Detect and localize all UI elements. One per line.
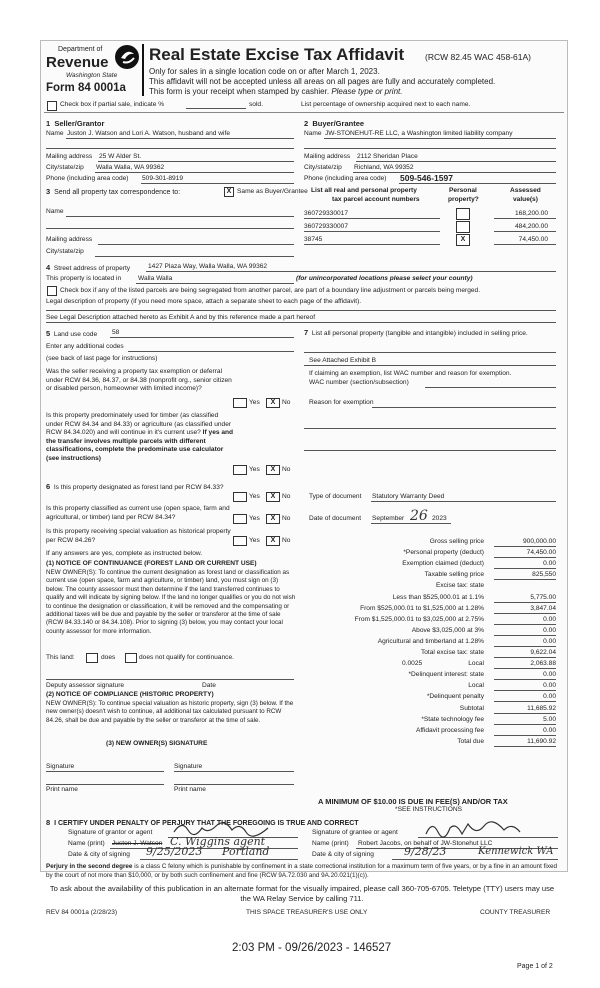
section4-label: Street address of property	[53, 265, 131, 272]
parcels-header-3: Personal	[449, 187, 477, 194]
timber-question-bold: If yes and the transfer involves multiple parcels with different classifications, complete the predominate use calculator (see instructions)	[46, 429, 234, 462]
tax-row-label: From $525,000.01 to $1,525,000 at 1.28%	[360, 604, 484, 612]
yes-label: Yes	[249, 399, 260, 406]
tax-row-label: Subtotal	[459, 704, 484, 712]
grantor-signature-label: Signature of grantor or agent	[68, 829, 153, 836]
tax-row-line	[494, 668, 556, 669]
owner-print-line[interactable]	[174, 784, 294, 785]
tax-row-label: Above $3,025,000 at 3%	[411, 626, 484, 634]
tax-row-value[interactable]: 2,063.88	[530, 660, 556, 668]
forest-question	[46, 483, 236, 493]
grantee-date-label: Date & city of signing	[312, 851, 374, 858]
dept-line3: Washington State	[66, 72, 118, 79]
deputy-label: Deputy assessor signature	[46, 682, 125, 689]
reason-line[interactable]	[372, 407, 556, 408]
legal-blank-line	[46, 310, 556, 311]
parcel-value[interactable]: 74,450.00	[518, 236, 548, 243]
seller-city-line	[95, 172, 294, 173]
current-use-question: Is this property classified as current use (open space, farm and agricultural, or timber) land per RCW 84.34?	[46, 505, 230, 521]
perjury-bold: Perjury in the second degree	[46, 863, 133, 870]
timber-question-text: Is this property predominately used for timber (as classified under RCW 84.34 and 84.33) or agriculture (as classified under RCW 84.34.020) and will continue in it's current use?	[46, 412, 232, 436]
forest-yes-checkbox[interactable]	[233, 492, 247, 502]
tax-row-line	[494, 646, 556, 647]
tax-row-line	[494, 557, 556, 558]
wac-label: WAC number (section/subsection)	[309, 379, 409, 386]
correspondence-mail-label: Mailing address	[46, 236, 93, 243]
buyer-city-label: City/state/zip	[304, 164, 342, 171]
page-number: Page 1 of 2	[517, 963, 553, 970]
tax-row-line	[494, 635, 556, 636]
grantee-date-line	[392, 859, 558, 860]
tax-row-line	[494, 546, 556, 547]
parcel-personal-checkbox[interactable]	[456, 221, 470, 233]
header-line1: Only for sales in a single location code on or after March 1, 2023.	[149, 67, 380, 76]
grantee-date[interactable]: 9/28/23	[404, 845, 447, 858]
parcel-number[interactable]: 360729330007	[304, 223, 349, 230]
tax-row-value[interactable]: 0.00	[543, 671, 556, 679]
tax-row-value[interactable]: 11,685.92	[527, 704, 556, 712]
tax-row-line	[494, 746, 556, 747]
form-number: Form 84 0001a	[46, 82, 126, 94]
doc-date-year[interactable]: 2023	[432, 515, 447, 522]
deputy-date-label: Date	[202, 682, 216, 689]
deputy-signature-line[interactable]	[46, 679, 294, 680]
seller-name-label: Name	[46, 130, 64, 137]
personal-property-line	[304, 365, 556, 366]
wac-line[interactable]	[425, 387, 556, 388]
tax-row-line	[494, 602, 556, 603]
no-label: No	[282, 493, 291, 500]
parcels-header-6: value(s)	[513, 196, 538, 203]
tax-row-value[interactable]: 0.00	[543, 726, 556, 734]
partial-percent-field[interactable]	[186, 108, 246, 109]
additional-codes-label: Enter any additional codes	[46, 343, 124, 350]
buyer-name-line	[324, 138, 556, 139]
certify-text: I CERTIFY UNDER PENALTY OF PERJURY THAT THE FOREGOING IS TRUE AND CORRECT	[54, 820, 359, 827]
current-use-no-checkbox[interactable]: X	[266, 514, 280, 524]
no-label: No	[282, 466, 291, 473]
no-label: No	[282, 515, 291, 522]
seller-phone[interactable]: 509-301-8919	[142, 175, 184, 182]
perjury-text: is a class C felony which is punishable by confinement in a state correctional institution for a maximum term of five years, or by a fine in an amount fixed by the court of not more than $10,000, or by both such confinement and fine (RCW 9A.72.030 and 9A.20.021(1)(c)).	[46, 863, 557, 879]
seller-mail[interactable]: 25 W Alder St.	[99, 153, 142, 160]
parcels-header-5: Assessed	[510, 187, 541, 194]
yes-label: Yes	[249, 515, 260, 522]
section4-num: 4	[46, 263, 51, 272]
does-not-checkbox[interactable]	[125, 653, 137, 663]
located-label: This property is located in	[46, 275, 122, 282]
tax-row-label: Taxable selling price	[424, 571, 484, 579]
tax-row-label: Total excise tax: state	[420, 649, 484, 656]
seller-extra-line	[46, 148, 294, 149]
tax-row-value[interactable]: 74,450.00	[526, 549, 556, 557]
alt-format-notice: To ask about the availability of this publication in an alternate format for the visually impaired, please call 360-705-6705. Teletype (TTY) users may use the WA Relay Service by calling 711.	[49, 884, 555, 903]
buyer-name[interactable]: JW-STONEHUT-RE LLC, a Washington limited liability company	[325, 130, 513, 137]
partial-sold-label: sold.	[249, 101, 263, 108]
yes-label: Yes	[249, 493, 260, 500]
seller-heading-text: Seller/Grantor	[54, 119, 105, 128]
parcel-value[interactable]: 484,200.00	[514, 223, 548, 230]
seller-phone-line	[141, 183, 294, 184]
buyer-heading-num: 2	[304, 119, 309, 128]
owner-signature-line[interactable]	[174, 771, 294, 772]
parcel-number[interactable]: 38745	[304, 236, 323, 243]
tax-row-label: Less than $525,000.01 at 1.1%	[392, 593, 484, 601]
exemption-no-checkbox[interactable]: X	[266, 398, 280, 408]
yes-label: Yes	[249, 466, 260, 473]
tax-row-value[interactable]: 825,550	[532, 571, 556, 579]
land-use-label	[46, 329, 97, 338]
no-label: No	[282, 399, 291, 406]
grantor-city[interactable]: Portland	[222, 845, 270, 858]
correspondence-extra-line[interactable]	[46, 228, 294, 229]
partial-note: List percentage of ownership acquired next to each name.	[301, 101, 471, 108]
doc-type-label: Type of document	[309, 493, 362, 500]
section7-num: 7	[304, 328, 309, 337]
buyer-mail-label: Mailing address	[304, 153, 351, 160]
tax-row-label: Local	[468, 660, 484, 668]
tax-row-value[interactable]: 5,775.00	[530, 593, 556, 601]
does-label: does	[101, 654, 116, 661]
tax-row-value[interactable]: 0.00	[543, 560, 556, 568]
tax-row-line	[494, 713, 556, 714]
historic-no-checkbox[interactable]: X	[266, 536, 280, 546]
parcel-personal-checkbox[interactable]: X	[456, 234, 470, 246]
does-checkbox[interactable]	[86, 653, 98, 663]
tax-row-rate: 0.0025	[402, 660, 423, 668]
personal-property-value[interactable]: See Attached Exhibit B	[309, 357, 377, 364]
buyer-mail-line	[356, 161, 556, 162]
legal-desc[interactable]: See Legal Description attached hereto as Exhibit A and by this reference made a part hereof	[46, 314, 316, 321]
parcel-value-line	[494, 231, 556, 232]
seller-heading-num: 1	[46, 119, 51, 128]
doc-date-day[interactable]: 26	[410, 508, 428, 524]
exemption-claim-text: If claiming an exemption, list WAC number and reason for exemption.	[309, 370, 512, 377]
correspondence-name-label: Name	[46, 208, 64, 215]
parcel-line	[304, 244, 440, 245]
buyer-phone-line	[399, 183, 556, 184]
parcels-header-4: property?	[448, 196, 479, 203]
parcel-value-line	[494, 244, 556, 245]
historic-yes-checkbox[interactable]	[233, 536, 247, 546]
tax-row-label: *State technology fee	[421, 715, 484, 723]
reason-line-2[interactable]	[304, 428, 556, 429]
same-as-buyer-checkbox[interactable]: X	[224, 187, 234, 197]
reason-line-3[interactable]	[304, 450, 556, 451]
correspondence-city-line[interactable]	[95, 256, 294, 257]
doc-date-month[interactable]: September	[372, 515, 405, 522]
street-address-line	[146, 271, 556, 272]
tax-row-value[interactable]: 9,622.04	[530, 649, 556, 656]
buyer-name-label: Name	[304, 130, 322, 137]
tax-row-line	[494, 657, 556, 658]
revenue-logo-icon	[114, 44, 140, 70]
same-as-buyer-label: Same as Buyer/Grantee	[237, 188, 308, 195]
tax-row-label: Total due	[457, 737, 484, 745]
tax-row-value[interactable]: 900,000.00	[522, 538, 556, 545]
tax-row-line	[494, 690, 556, 691]
exemption-yes-checkbox[interactable]	[233, 398, 247, 408]
historic-question: Is this property receiving special valuation as historical property per RCW 84.26?	[46, 528, 231, 544]
does-not-label: does not qualify for continuance.	[139, 654, 234, 661]
grantor-name[interactable]: Juston J. Watson	[112, 840, 163, 847]
tax-row-line	[494, 679, 556, 680]
grantor-name-label: Name (print)	[68, 840, 105, 847]
tax-row-label: Exemption claimed (deduct)	[402, 560, 484, 568]
grantor-date[interactable]: 9/25/2023	[146, 845, 203, 858]
tax-row-value[interactable]: 0.00	[543, 615, 556, 623]
tax-row-line	[494, 724, 556, 725]
form-title: Real Estate Excise Tax Affidavit	[149, 45, 405, 64]
tax-row-line	[494, 568, 556, 569]
partial-sale-checkbox[interactable]	[47, 101, 57, 111]
land-use-line	[110, 337, 294, 338]
receipt-stamp: 2:03 PM - 09/26/2023 - 146527	[232, 942, 392, 954]
grantee-name[interactable]: Robert Jacobs, on behalf of JW-Stonehut LLC	[358, 840, 493, 847]
section6-num: 6	[46, 482, 51, 491]
grantee-signature[interactable]	[424, 818, 524, 840]
tax-row-label: *Personal property (deduct)	[403, 549, 484, 557]
tax-row-label: Local	[468, 682, 484, 690]
grantee-signature-label: Signature of grantee or agent	[312, 829, 398, 836]
tax-row-line	[494, 624, 556, 625]
print-name-label: Print name	[174, 786, 206, 793]
new-owner-signature-heading: (3) NEW OWNER(S) SIGNATURE	[106, 740, 208, 747]
buyer-city-line	[353, 172, 556, 173]
tax-row-value[interactable]: 11,690.92	[527, 737, 556, 745]
section7-label: List all personal property (tangible and intangible) included in selling price.	[311, 330, 528, 337]
tax-row-label: Excise tax: state	[435, 582, 484, 590]
this-land-label: This land:	[46, 654, 75, 661]
grantor-date-line	[140, 859, 298, 860]
tax-row-label: *Delinquent interest: state	[408, 671, 484, 679]
partial-sale-label: Check box if partial sale, indicate %	[60, 101, 165, 108]
correspondence-name-line[interactable]	[66, 216, 294, 217]
owner-print-line[interactable]	[46, 784, 164, 785]
tax-row-value[interactable]: 3,847.04	[530, 604, 556, 612]
header-line2: This affidavit will not be accepted unless all areas on all pages are fully and accurately completed.	[149, 77, 496, 86]
print-name-label: Print name	[46, 786, 78, 793]
tax-row-value[interactable]: 0.00	[543, 637, 556, 645]
correspondence-label	[46, 187, 180, 196]
correspondence-city-label: City/state/zip	[46, 248, 84, 255]
seller-city[interactable]: Walla Walla, WA 99362	[96, 164, 165, 171]
timber-question	[46, 412, 236, 463]
timber-yes-checkbox[interactable]	[233, 465, 247, 475]
parcel-line	[304, 231, 440, 232]
any-yes-note: If any answers are yes, complete as instructed below.	[46, 550, 203, 557]
signature-label: Signature	[46, 763, 75, 770]
tax-row-line	[494, 701, 556, 702]
reason-label: Reason for exemption	[309, 399, 374, 406]
segregated-label: Check box if any of the listed parcels are being segregated from another parcel, are part of a boundary line adjustment or parcels being merged.	[60, 287, 481, 294]
doc-type-line	[371, 501, 556, 502]
dept-logo-text: Revenue	[46, 54, 109, 71]
section8-num: 8	[46, 818, 51, 827]
buyer-phone[interactable]: 509-546-1597	[400, 173, 453, 183]
see-back-note: (see back of last page for instructions)	[46, 355, 158, 362]
doc-date-line	[371, 523, 451, 524]
buyer-city[interactable]: Richland, WA 99352	[354, 164, 414, 171]
located-county[interactable]: Walla Walla	[138, 275, 173, 282]
historic-heading: (2) NOTICE OF COMPLIANCE (HISTORIC PROPERTY)	[46, 691, 214, 698]
correspondence-mail-line[interactable]	[98, 244, 294, 245]
personal-property-blank-line	[304, 352, 556, 353]
located-line	[136, 283, 294, 284]
header-rule	[44, 112, 564, 113]
seller-name-line	[66, 138, 294, 139]
uninc-note: (for unincorporated locations please select your county)	[296, 275, 473, 282]
yes-label: Yes	[249, 537, 260, 544]
buyer-heading-text: Buyer/Grantee	[312, 119, 365, 128]
forest-no-checkbox[interactable]: X	[266, 492, 280, 502]
header-line3-a: This form is your receipt when stamped by cashier.	[149, 87, 330, 96]
street-address-label	[46, 263, 130, 272]
buyer-extra-line	[304, 148, 556, 149]
section3-label: Send all property tax correspondence to:	[54, 189, 181, 196]
grantor-agent-name[interactable]: C. Wiggins agent	[170, 835, 266, 848]
see-instructions-note: *SEE INSTRUCTIONS	[395, 806, 463, 813]
parcel-number[interactable]: 360729330017	[304, 210, 349, 217]
section3-num: 3	[46, 187, 51, 196]
seller-city-label: City/state/zip	[46, 164, 84, 171]
header-line3	[149, 87, 402, 96]
doc-date-label: Date of document	[309, 515, 362, 522]
section6-q1: Is this property designated as forest land per RCW 84.33?	[53, 484, 224, 491]
tax-row-value[interactable]: 0.00	[543, 626, 556, 634]
current-use-yes-checkbox[interactable]	[233, 514, 247, 524]
parcels-header-1: List all real and personal property	[311, 187, 417, 194]
segregated-checkbox[interactable]	[47, 286, 57, 296]
continuance-text: NEW OWNER(S): To continue the current designation as forest land or classification as current use (open space, farm and agriculture, or timber) land, you must sign on (3) below. The county assessor must then determine if the land transferred continues to qualify and will indicate by signing below. If the land no longer qualifies or you do not wish to continue the designation or classification, it will be removed and the compensating or additional taxes will be due and payable by the seller or transferor at the time of sale (RCW 84.33.140 or 84.34.108). Prior to signing (3) below, you may contact your local county assessor for more information.	[46, 569, 296, 635]
buyer-heading	[304, 119, 364, 128]
parcel-line	[304, 218, 440, 219]
county-treasurer: COUNTY TREASURER	[480, 909, 551, 916]
seller-name[interactable]: Juston J. Watson and Lori A. Watson, husband and wife	[67, 130, 230, 137]
tax-row-value[interactable]: 0.00	[543, 693, 556, 701]
tax-row-value[interactable]: 5.00	[543, 715, 556, 723]
tax-row-line	[494, 613, 556, 614]
tax-row-label: Gross selling price	[429, 538, 484, 545]
owner-signature-line[interactable]	[46, 771, 164, 772]
grantee-name-label: Name (print)	[312, 840, 349, 847]
personal-property-label	[304, 329, 544, 339]
treasurer-use-only: THIS SPACE TREASURER'S USE ONLY	[246, 909, 368, 916]
header-line3-b: Please type or print.	[331, 87, 403, 96]
grantor-name-line	[110, 848, 298, 849]
doc-type[interactable]: Statutory Warranty Deed	[372, 493, 445, 500]
tax-row-line	[494, 735, 556, 736]
signature-label: Signature	[174, 763, 203, 770]
form-title-ref: (RCW 82.45 WAC 458-61A)	[425, 52, 531, 62]
land-use-code[interactable]: 58	[112, 329, 120, 336]
tax-row-value[interactable]: 0.00	[543, 682, 556, 690]
seller-mail-label: Mailing address	[46, 153, 93, 160]
buyer-mail[interactable]: 2112 Sheridan Place	[357, 153, 418, 160]
minimum-due-note: A MINIMUM OF $10.00 IS DUE IN FEE(S) AND/OR TAX	[318, 797, 508, 806]
seller-phone-label: Phone (including area code)	[46, 175, 129, 182]
additional-codes-line[interactable]	[128, 351, 294, 352]
seller-mail-line	[98, 161, 294, 162]
parcel-value[interactable]: 168,200.00	[514, 210, 548, 217]
exemption-question: Was the seller receiving a property tax exemption or deferral under RCW 84.36, 84.37, or 84.38 (nonprofit org., senior citizen or disabled person, homeowner with limited income)?	[46, 368, 232, 392]
no-label: No	[282, 537, 291, 544]
tax-row-label: Affidavit processing fee	[415, 726, 484, 734]
street-address[interactable]: 1427 Plaza Way, Walla Walla, WA 99362	[148, 263, 268, 270]
section5-num: 5	[46, 329, 51, 338]
dept-line1: Department of	[58, 46, 103, 53]
tax-row-label: *Delinquent penalty	[426, 693, 484, 701]
grantor-date-label: Date & city of signing	[68, 851, 130, 858]
tax-row-line	[494, 579, 556, 580]
timber-no-checkbox[interactable]: X	[266, 465, 280, 475]
buyer-phone-label: Phone (including area code)	[304, 175, 387, 182]
legal-desc-label: Legal description of property (if you need more space, attach a separate sheet to each page of the affidavit).	[46, 298, 362, 305]
perjury-notice	[46, 863, 558, 880]
seller-heading	[46, 119, 104, 128]
grantee-city[interactable]: Kennewick WA	[478, 846, 554, 857]
parcels-header-2: tax parcel account numbers	[332, 196, 420, 203]
parcel-value-line	[494, 218, 556, 219]
rev-number: REV 84 0001a (2/28/23)	[46, 909, 118, 916]
land-use-text: Land use code	[53, 331, 98, 338]
parcel-personal-checkbox[interactable]	[456, 208, 470, 220]
tax-row-label: Agricultural and timberland at 1.28%	[377, 637, 484, 645]
legal-desc-line	[46, 322, 556, 323]
tax-row-label: From $1,525,000.01 to $3,025,000 at 2.75%	[354, 615, 484, 623]
continuance-heading: (1) NOTICE OF CONTINUANCE (FOREST LAND OR CURRENT USE)	[46, 560, 257, 567]
header-divider	[142, 44, 144, 96]
historic-text: NEW OWNER(S): To continue special valuation as historic property, sign (3) below. If the new owner(s) doesn't wish to continue, all additional tax calculated pursuant to RCW 84.26, shall be due and payable by the seller or transferor at the time of sale.	[46, 700, 294, 724]
